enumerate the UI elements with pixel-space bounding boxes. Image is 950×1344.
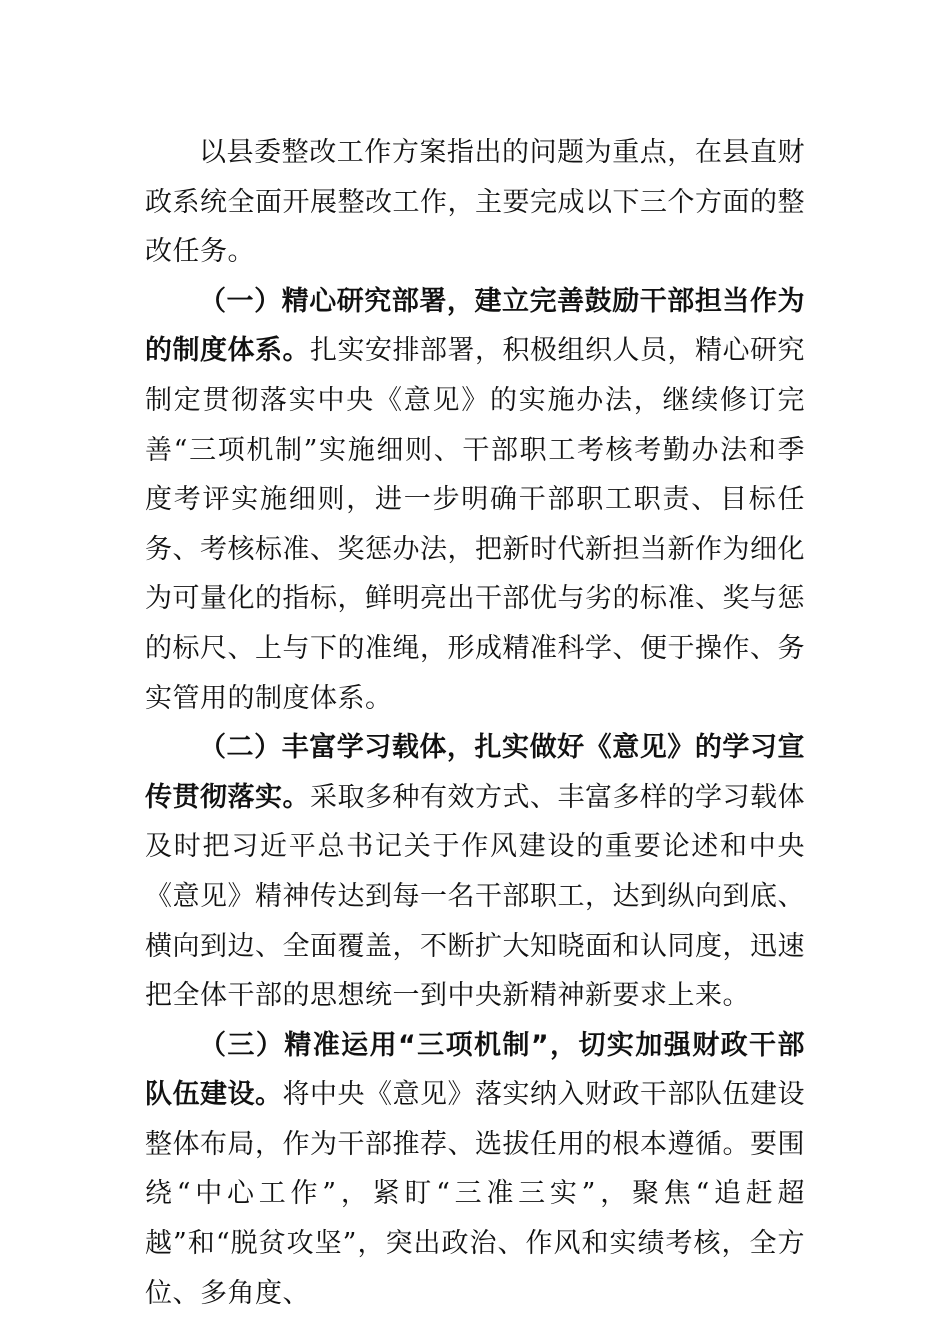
section-one-heading: （一）精心研究部署，建立完善鼓励干部担当作为的制度体系。 bbox=[145, 285, 805, 367]
section-two-paragraph bbox=[145, 723, 805, 1021]
section-one-paragraph bbox=[145, 277, 805, 723]
section-two-body: 采取多种有效方式、丰富多样的学习载体及时把习近平总书记关于作风建设的重要论述和中央《意见》精神传达到每一名干部职工，达到纵向到底、横向到边、全面覆盖，不断扩大知晓面和认同度，迅速把全体干部的思想统一到中央新精神新要求上来。 bbox=[145, 781, 805, 1012]
section-two-heading: （二）丰富学习载体，扎实做好《意见》的学习宣传贯彻落实。 bbox=[145, 732, 805, 813]
paragraph-body: 以县委整改工作方案指出的问题为重点，在县直财政系统全面开展整改工作，主要完成以下三个方面的整改任务。 bbox=[145, 137, 805, 268]
intro-paragraph bbox=[145, 128, 805, 277]
section-three-heading: （三）精准运用“三项机制”，切实加强财政干部队伍建设。 bbox=[145, 1029, 805, 1111]
section-three-body: 将中央《意见》落实纳入财政干部队伍建设整体布局，作为干部推荐、选拔任用的根本遵循。要围绕“中心工作”，紧盯“三准三实”，聚焦“追赶超越”和“脱贫攻坚”，突出政治、作风和实绩考核，全方位、多角度、 bbox=[145, 1079, 805, 1309]
section-one-body: 扎实安排部署，积极组织人员，精心研究制定贯彻落实中央《意见》的实施办法，继续修订完善“三项机制”实施细则、干部职工考核考勤办法和季度考评实施细则，进一步明确干部职工职责、目标任务、考核标准、奖惩办法，把新时代新担当新作为细化为可量化的指标，鲜明亮出干部优与劣的标准、奖与惩的标尺、上与下的准绳，形成精准科学、便于操作、务实管用的制度体系。 bbox=[145, 335, 805, 714]
document-page bbox=[145, 128, 805, 1318]
section-three-paragraph bbox=[145, 1021, 805, 1319]
